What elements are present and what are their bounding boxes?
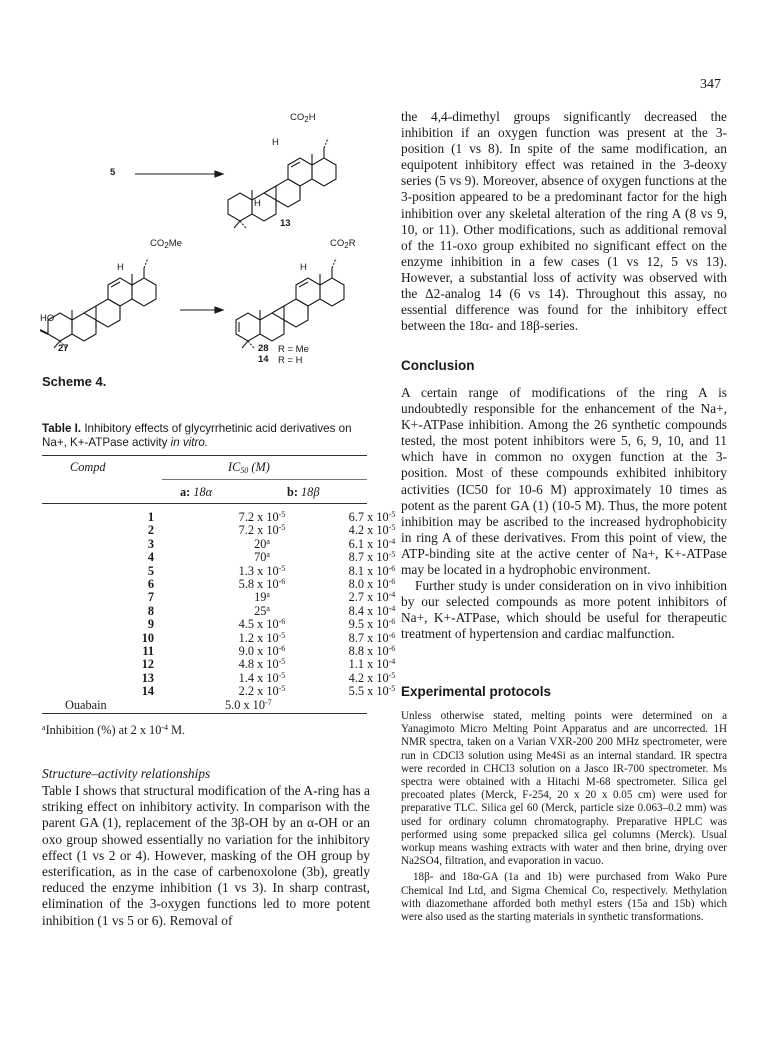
sar-heading: Structure–activity relationships — [42, 766, 211, 781]
table-row — [42, 645, 422, 658]
conclusion-paragraph-1: A certain range of modifications of the ring A is undoubtedly responsible for the enhancement of the Na+, K+-ATPase inhibition. Among the 26 synthetic compounds tested, the most potent inhibitors were 5, 6, 9, 10, and 11 which have in common no oxygen function at the 3-position. Most of these compounds exhibited inhibitory activities (IC50 for 10-6 M) approximately 10 times as potent as the parent GA (1) (10-5 M). Thus, the more potent inhibition may be ascribed to the increased hydrophobicity in ring A of these derivatives. From this point of view, the ATP-binding site at the active center of Na+, K+-ATPase may be located in a hydrophobic environment. — [401, 385, 727, 578]
experimental-heading: Experimental protocols — [401, 684, 552, 699]
table-row — [42, 565, 422, 578]
ic50-18alpha: 25$^a$ — [254, 603, 270, 618]
compound-13-h-label-2: H — [254, 198, 261, 209]
page-number: 347 — [700, 77, 721, 92]
table-sub-rule — [162, 479, 367, 480]
ic50-18alpha: 1.4 x $10^{-5}$ — [238, 670, 286, 685]
ic50-18beta: 4.2 x $10^{-5}$ — [348, 523, 396, 538]
ic50-18beta: 8.7 x $10^{-5}$ — [348, 550, 396, 565]
compound-number: 4 — [147, 550, 154, 565]
ic50-18alpha: 20$^a$ — [254, 536, 270, 551]
ic50-18beta: 9.5 x $10^{-6}$ — [348, 617, 396, 632]
ic50-18beta: 4.2 x $10^{-5}$ — [348, 670, 396, 685]
compound-27-substituent: $CO_2Me$ — [150, 238, 182, 250]
table-row — [42, 605, 422, 618]
ic50-18alpha: 19$^a$ — [254, 590, 270, 605]
compound-number: 11 — [142, 644, 154, 659]
ic50-18beta: 8.1 x $10^{-6}$ — [348, 563, 396, 578]
experimental-body — [401, 710, 727, 927]
ic50-18alpha: 1.2 x $10^{-5}$ — [238, 630, 286, 645]
compound-27-ho-label: HO — [40, 313, 55, 324]
table-row — [42, 524, 422, 537]
compound-14-label: 14 — [258, 354, 269, 365]
ic50-18beta: 2.7 x $10^{-4}$ — [348, 590, 396, 605]
compound-number: 13 — [141, 670, 154, 685]
table-header-compd: Compd — [70, 460, 106, 474]
compound-28-r-value: R = Me — [278, 344, 309, 355]
ic50-18beta: 6.1 x $10^{-4}$ — [348, 536, 396, 551]
conclusion-heading: Conclusion — [401, 358, 475, 373]
compound-27-structure — [40, 258, 156, 348]
compound-number: 1 — [147, 510, 154, 524]
ic50-table — [42, 511, 422, 699]
table-row — [42, 551, 422, 564]
ic50-18alpha: 1.3 x $10^{-5}$ — [238, 563, 286, 578]
ic50-18alpha: 7.2 x $10^{-5}$ — [238, 523, 286, 538]
ic50-18beta: 8.8 x $10^{-6}$ — [348, 644, 396, 659]
table-row — [42, 672, 422, 685]
compound-28-14-structure — [236, 258, 344, 348]
compound-28-label: 28 — [258, 343, 269, 354]
ic50-18beta: 8.7 x $10^{-6}$ — [348, 630, 396, 645]
ic50-18alpha: 7.2 x $10^{-5}$ — [238, 510, 286, 524]
table-row — [42, 618, 422, 631]
ic50-18beta: 5.5 x $10^{-5}$ — [348, 684, 396, 699]
ouabain-value: 5.0 x $10^{-7}$ — [225, 698, 272, 712]
compound-number: 2 — [147, 523, 154, 538]
conclusion-paragraph-2: Further study is under consideration on in vivo inhibition by our selected compounds as more potent inhibitors of Na+, K+-ATPase, which should be useful for therapeutic treatment of hypertension and cardiac malfunction. — [401, 578, 727, 642]
ic50-18alpha: 4.8 x $10^{-5}$ — [238, 657, 286, 672]
ic50-18alpha: 70$^a$ — [254, 550, 270, 565]
compound-5-label: 5 — [110, 167, 116, 178]
table-header-rule — [42, 503, 367, 504]
compound-13-substituent: $CO_2H$ — [290, 112, 316, 124]
ic50-18beta: 8.0 x $10^{-6}$ — [348, 577, 396, 592]
conclusion-body — [401, 385, 727, 643]
sar-body: Table I shows that structural modification of the A-ring has a striking effect on inhibitory activity. In comparison with the parent GA (1), replacement of the 3β-OH by an α-OH or an oxo group showed essentially no variation for the inhibitory effect (1 vs 2 or 4). However, masking of the OH group by esterification, as in the case of carbenoxolone (3b), greatly reduced the enzyme inhibition (1 vs 3). In sharp contrast, elimination of the 3-oxygen functions led to more potent inhibition (1 vs 5 or 6). Removal of — [42, 783, 370, 928]
table-caption — [42, 422, 372, 450]
compound-14-r-value: R = H — [278, 355, 303, 366]
experimental-paragraph-1: Unless otherwise stated, melting points were determined on a Yanagimoto Micro Melting Point Apparatus and are uncorrected. 1H NMR spectra, taken on a Varian VXR-200 200 MHz spectrometer, were run in CDCl3 solution using Me4Si as an internal standard. IR spectra were recorded in CHCl3 solution on a Jasco IR-700 spectrometer. Ms spectra were obtained with a Hitachi M-68 spectrometer. Silica gel precoated plates (Merck, F-254, 20 x 20 x 0.05 cm) were used for preparative TLC. Silica gel 60 (Merck, particle size 0.063–0.2 mm) was used for ordinary column chromatography. Preparative HPLC was performed using some prepacked silica gel columns (Merck). Usual workup means washing extracts with water and then brine, drying over Na2SO4, filtration, and evaporation in vacuo. — [401, 710, 727, 868]
table-row — [42, 578, 422, 591]
compound-number: 9 — [147, 617, 154, 632]
ic50-18beta: 1.1 x $10^{-4}$ — [348, 657, 396, 672]
compound-number: 14 — [141, 684, 154, 699]
compound-13-structure — [228, 138, 336, 228]
table-header-a: a: 18α — [180, 485, 213, 499]
table-bottom-rule — [42, 713, 367, 714]
experimental-paragraph-2: 18β- and 18α-GA (1a and 1b) were purchased from Wako Pure Chemical Ind Ltd, and Sigma Chemical Co, respectively. Methylation with diazomethane afforded both methyl esters (15a and 15b) which were also used as the starting materials in synthetic transformations. — [401, 871, 727, 924]
table-row — [42, 591, 422, 604]
compound-number: 10 — [141, 630, 154, 645]
table-footnote: $^a$Inhibition (%) at 2 x $10^{-4}$ M. — [42, 723, 186, 737]
table-row — [42, 658, 422, 671]
table-row — [42, 538, 422, 551]
table-top-rule — [42, 455, 367, 456]
compound-13-h-label: H — [272, 137, 279, 148]
scheme-4-figure — [40, 110, 370, 360]
compound-number: 8 — [147, 603, 154, 618]
table-title-italic: in vitro. — [170, 436, 209, 449]
table-row — [42, 685, 422, 698]
ic50-18alpha: 4.5 x $10^{-6}$ — [238, 617, 286, 632]
compound-number: 5 — [147, 563, 154, 578]
compound-number: 3 — [147, 536, 154, 551]
table-header-b: b: 18β — [287, 485, 320, 499]
table-row — [42, 632, 422, 645]
ic50-18beta: 8.4 x $10^{-4}$ — [348, 603, 396, 618]
ic50-18alpha: 2.2 x $10^{-5}$ — [238, 684, 286, 699]
table-header-ic50: $IC_{50}$ (M) — [228, 460, 270, 475]
scheme-caption: Scheme 4. — [42, 374, 107, 389]
table-title-bold: Table I. — [42, 422, 82, 435]
results-paragraph: the 4,4-dimethyl groups significantly decreased the inhibition if an oxygen function was present at the 3-position (1 vs 8). In spite of the same modification, an equipotent inhibitory effect was retained in the 3-deoxy series (5 vs 9). Moreover, absence of oxygen functions at the 3-position appeared to be a predominant factor for the high inhibition over any skeletal alteration of the ring A (8 vs 9, 10, or 11). Other modifications, such as additional removal of the 11-oxo group exhibited no significant effect on the enzyme inhibition in a few cases (1 vs 12, 5 vs 13). However, a substantial loss of activity was observed with the Δ2-analog 14 (6 vs 14). Throughout this assay, no essential difference was found for the inhibitory effect between the 18α- and 18β-series. — [401, 109, 727, 334]
ouabain-label: Ouabain — [65, 698, 107, 712]
ic50-18beta: 6.7 x $10^{-5}$ — [348, 510, 396, 524]
compound-number: 6 — [147, 577, 154, 592]
compound-28-h-label: H — [300, 262, 307, 273]
compound-number: 12 — [141, 657, 154, 672]
compound-13-label: 13 — [280, 218, 291, 229]
ic50-18alpha: 5.8 x $10^{-6}$ — [238, 577, 286, 592]
compound-27-label: 27 — [58, 343, 69, 354]
compound-number: 7 — [147, 590, 154, 605]
table-title-rest: Inhibitory effects of glycyrrhetinic acid derivatives on Na+, K+-ATPase activity — [42, 422, 352, 449]
ic50-18alpha: 9.0 x $10^{-6}$ — [238, 644, 286, 659]
table-row — [42, 511, 422, 524]
compound-27-h-label: H — [117, 262, 124, 273]
compound-28-substituent: $CO_2R$ — [330, 238, 356, 250]
